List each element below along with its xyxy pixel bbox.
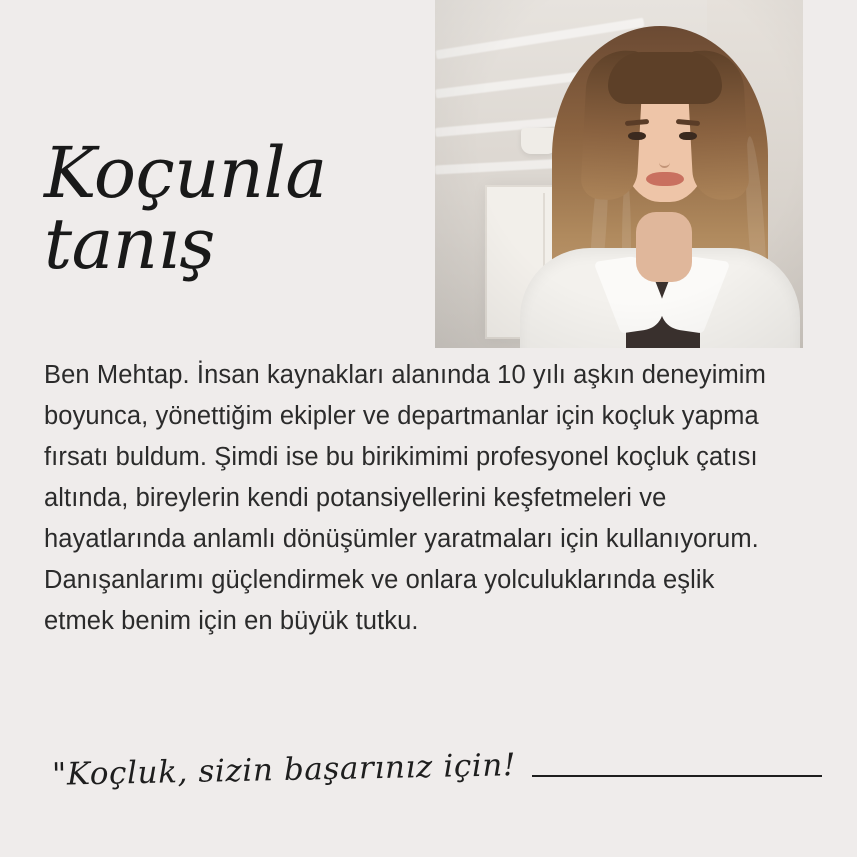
quote-divider-line xyxy=(532,775,822,777)
page-title-line-2: tanış xyxy=(44,203,215,286)
quote-row xyxy=(51,747,822,793)
photo-background xyxy=(435,0,803,348)
page-title-line-1: Koçunla xyxy=(44,132,327,214)
bio-paragraph: Ben Mehtap. İnsan kaynakları alanında 10 yılı aşkın deneyimim boyunca, yönettiğim ekipler ve departmanlar için koçluk yapma fırsatı buldum. Şimdi ise bu birikimimi profesyonel koçluk çatısı altında, bireylerin kendi potansiyellerini keşfetmeleri ve hayatlarında anlamlı dönüşümler yaratmaları için kullanıyorum. Danışanlarımı güçlendirmek ve onlara yolculuklarında eşlik etmek benim için en büyük tutku. xyxy=(44,361,766,635)
page-title xyxy=(44,132,424,286)
quote-text: "Koçluk, sizin başarınız için! xyxy=(51,747,517,793)
coach-portrait-photo xyxy=(435,0,803,348)
photo-vignette xyxy=(435,0,803,348)
